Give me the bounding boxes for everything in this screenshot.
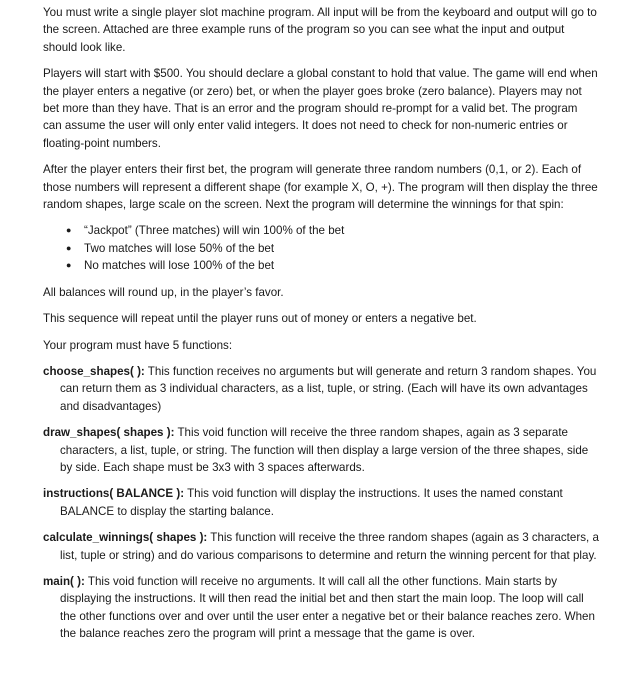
function-instructions xyxy=(43,485,599,520)
list-item-text: Two matches will lose 50% of the bet xyxy=(84,241,275,255)
function-description: This void function will receive the three random shapes, again as 3 separate characters, a list, tuple, or string. The function will then display a large version of the three shapes, side by side. Each shape must be 3x3 with 3 spaces afterwards. xyxy=(60,426,589,474)
function-signature: calculate_winnings( shapes ): xyxy=(43,531,208,545)
rules-paragraph: Players will start with $500. You should declare a global constant to hold that value. The game will end when the player enters a negative (or zero) bet, or when the player goes broke (zero balance). Players may not bet more than they have. That is an error and the program should re-prompt for a valid bet. The program can assume the user will only enter valid integers. It does not need to check for non-numeric entries or floating-point numbers. xyxy=(43,67,598,150)
list-item-text: “Jackpot” (Three matches) will win 100% of the bet xyxy=(84,224,345,238)
list-item xyxy=(66,222,599,239)
list-item xyxy=(66,257,599,274)
function-signature: main( ): xyxy=(43,574,85,588)
function-description: This function receives no arguments but will generate and return 3 random shapes. You can return them as 3 individual characters, as a list, tuple, or string. (Each will have its own advantages and disadvantages) xyxy=(60,364,597,413)
function-calculate-winnings xyxy=(43,529,599,564)
winnings-list xyxy=(43,222,599,274)
list-item-text: No matches will lose 100% of the bet xyxy=(84,259,275,273)
function-description: This void function will receive no arguments. It will call all the other functions. Main starts by displaying the instructions. It will then read the initial bet and then start the main loop. The loop will call the other functions over and over until the user enter a negative bet or their balance reaches zero. When the balance reaches zero the program will print a message that the game is over. xyxy=(60,574,595,641)
function-signature: draw_shapes( shapes ): xyxy=(43,426,175,440)
function-main xyxy=(43,573,599,643)
functions-intro: Your program must have 5 functions: xyxy=(43,338,233,352)
repeat-paragraph: This sequence will repeat until the player runs out of money or enters a negative bet. xyxy=(43,312,477,326)
function-description: This function will receive the three random shapes (again as 3 characters, a list, tuple or string) and do various comparisons to determine and return the winning percent for that play. xyxy=(60,531,599,562)
rounding-paragraph: All balances will round up, in the player’s favor. xyxy=(43,285,284,299)
function-signature: choose_shapes( ): xyxy=(43,364,145,378)
function-description: This void function will display the instructions. It uses the named constant BALANCE to display the starting balance. xyxy=(60,487,563,518)
bullet-icon: ● xyxy=(66,260,72,271)
function-signature: instructions( BALANCE ): xyxy=(43,487,185,501)
intro-paragraph: You must write a single player slot machine program. All input will be from the keyboard and output will go to the screen. Attached are three example runs of the program so you can see what the input and output should look like. xyxy=(43,6,597,54)
bullet-icon: ● xyxy=(66,242,72,253)
function-draw-shapes xyxy=(43,424,599,476)
spin-paragraph: After the player enters their first bet, the program will generate three random numbers (0,1, or 2). Each of those numbers will represent a different shape (for example X, O, +). The program will then display the three random shapes, large scale on the screen. Next the program will determine the winnings for that spin: xyxy=(43,163,598,212)
list-item xyxy=(66,240,599,257)
bullet-icon: ● xyxy=(66,225,72,236)
function-choose-shapes xyxy=(43,363,599,415)
